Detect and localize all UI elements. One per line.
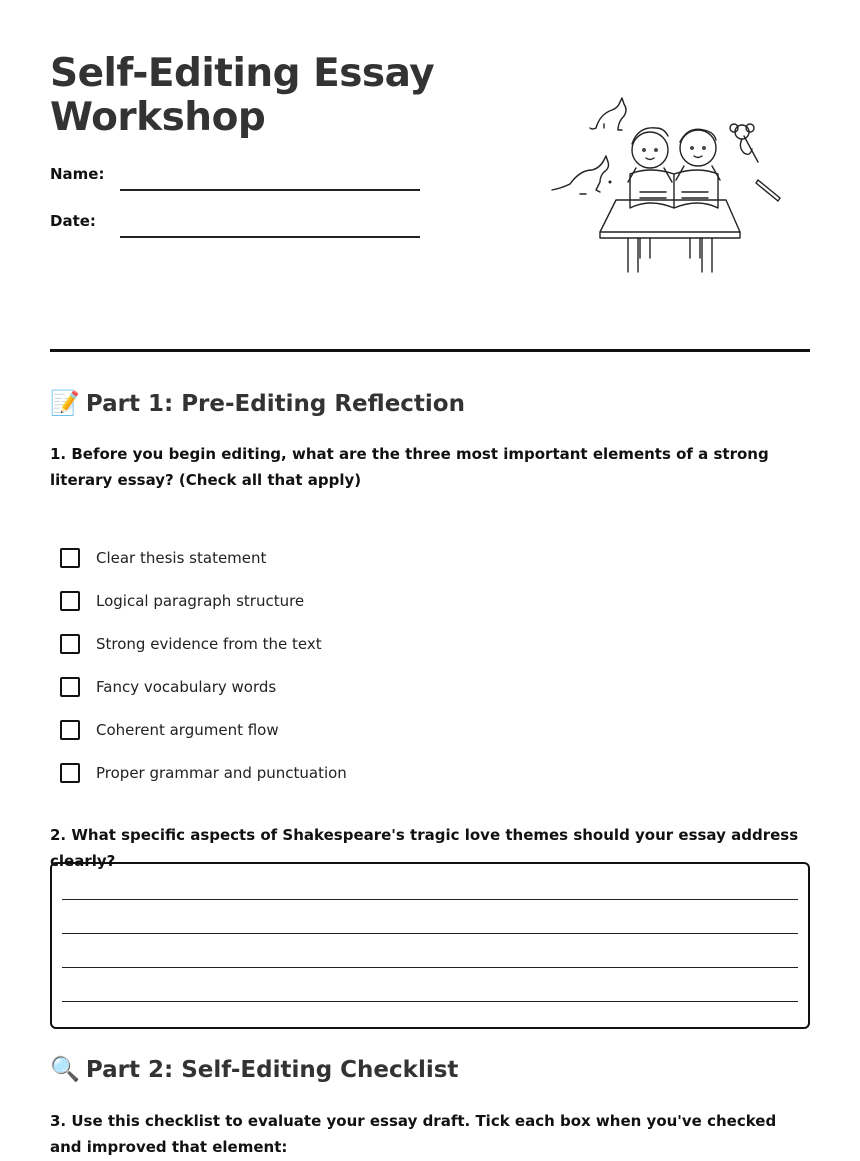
- checklist-item[interactable]: [60, 751, 760, 794]
- answer-line[interactable]: [62, 933, 798, 934]
- answer-box[interactable]: [50, 862, 810, 1029]
- pencil-icon: [756, 180, 780, 201]
- answer-line[interactable]: [62, 967, 798, 968]
- date-field[interactable]: [50, 212, 430, 242]
- checkbox[interactable]: [60, 634, 80, 654]
- desk-icon: [600, 200, 740, 272]
- date-label: Date:: [50, 212, 96, 230]
- checkbox[interactable]: [60, 720, 80, 740]
- checklist-item[interactable]: [60, 622, 760, 665]
- part1-heading: [50, 388, 465, 419]
- checklist-item[interactable]: [60, 536, 760, 579]
- kangaroo-icon-left: [552, 156, 611, 194]
- memo-icon: 📝: [50, 389, 80, 417]
- date-input-line[interactable]: [120, 236, 420, 238]
- magnifier-icon: 🔍: [50, 1055, 80, 1083]
- checkbox[interactable]: [60, 763, 80, 783]
- elements-checklist: [60, 536, 760, 794]
- checklist-item-label: Clear thesis statement: [96, 548, 267, 567]
- open-book-icon: [630, 170, 718, 208]
- name-label: Name:: [50, 165, 105, 183]
- children-reading-illustration: [546, 92, 786, 274]
- question-1: 1. Before you begin editing, what are the three most important elements of a strong literary essay? (Check all that apply): [50, 445, 769, 489]
- question-2: 2. What specific aspects of Shakespeare's tragic love themes should your essay address clearly?: [50, 826, 799, 870]
- checklist-item[interactable]: [60, 708, 760, 751]
- part1-title: Part 1: Pre-Editing Reflection: [85, 391, 465, 417]
- checklist-item[interactable]: [60, 579, 760, 622]
- name-input-line[interactable]: [120, 189, 420, 191]
- checklist-item[interactable]: [60, 665, 760, 708]
- checklist-item-label: Coherent argument flow: [96, 720, 279, 739]
- header-divider: [50, 349, 810, 352]
- question-3: 3. Use this checklist to evaluate your essay draft. Tick each box when you've checked and improved that element:: [50, 1112, 777, 1156]
- name-field[interactable]: [50, 165, 430, 195]
- checkbox[interactable]: [60, 548, 80, 568]
- answer-line[interactable]: [62, 1001, 798, 1002]
- checklist-item-label: Logical paragraph structure: [96, 591, 305, 610]
- part2-heading: [50, 1054, 458, 1085]
- checklist-item-label: Fancy vocabulary words: [96, 677, 277, 696]
- checkbox[interactable]: [60, 591, 80, 611]
- title-line-1: Self-Editing Essay: [50, 51, 435, 96]
- kangaroo-icon: [590, 98, 626, 130]
- answer-line[interactable]: [62, 899, 798, 900]
- checklist-item-label: Proper grammar and punctuation: [96, 763, 347, 782]
- worksheet-title: [50, 52, 470, 140]
- title-line-2: Workshop: [50, 95, 266, 140]
- checklist-item-label: Strong evidence from the text: [96, 634, 322, 653]
- part2-title: Part 2: Self-Editing Checklist: [85, 1057, 459, 1083]
- checkbox[interactable]: [60, 677, 80, 697]
- koala-icon: [730, 124, 758, 162]
